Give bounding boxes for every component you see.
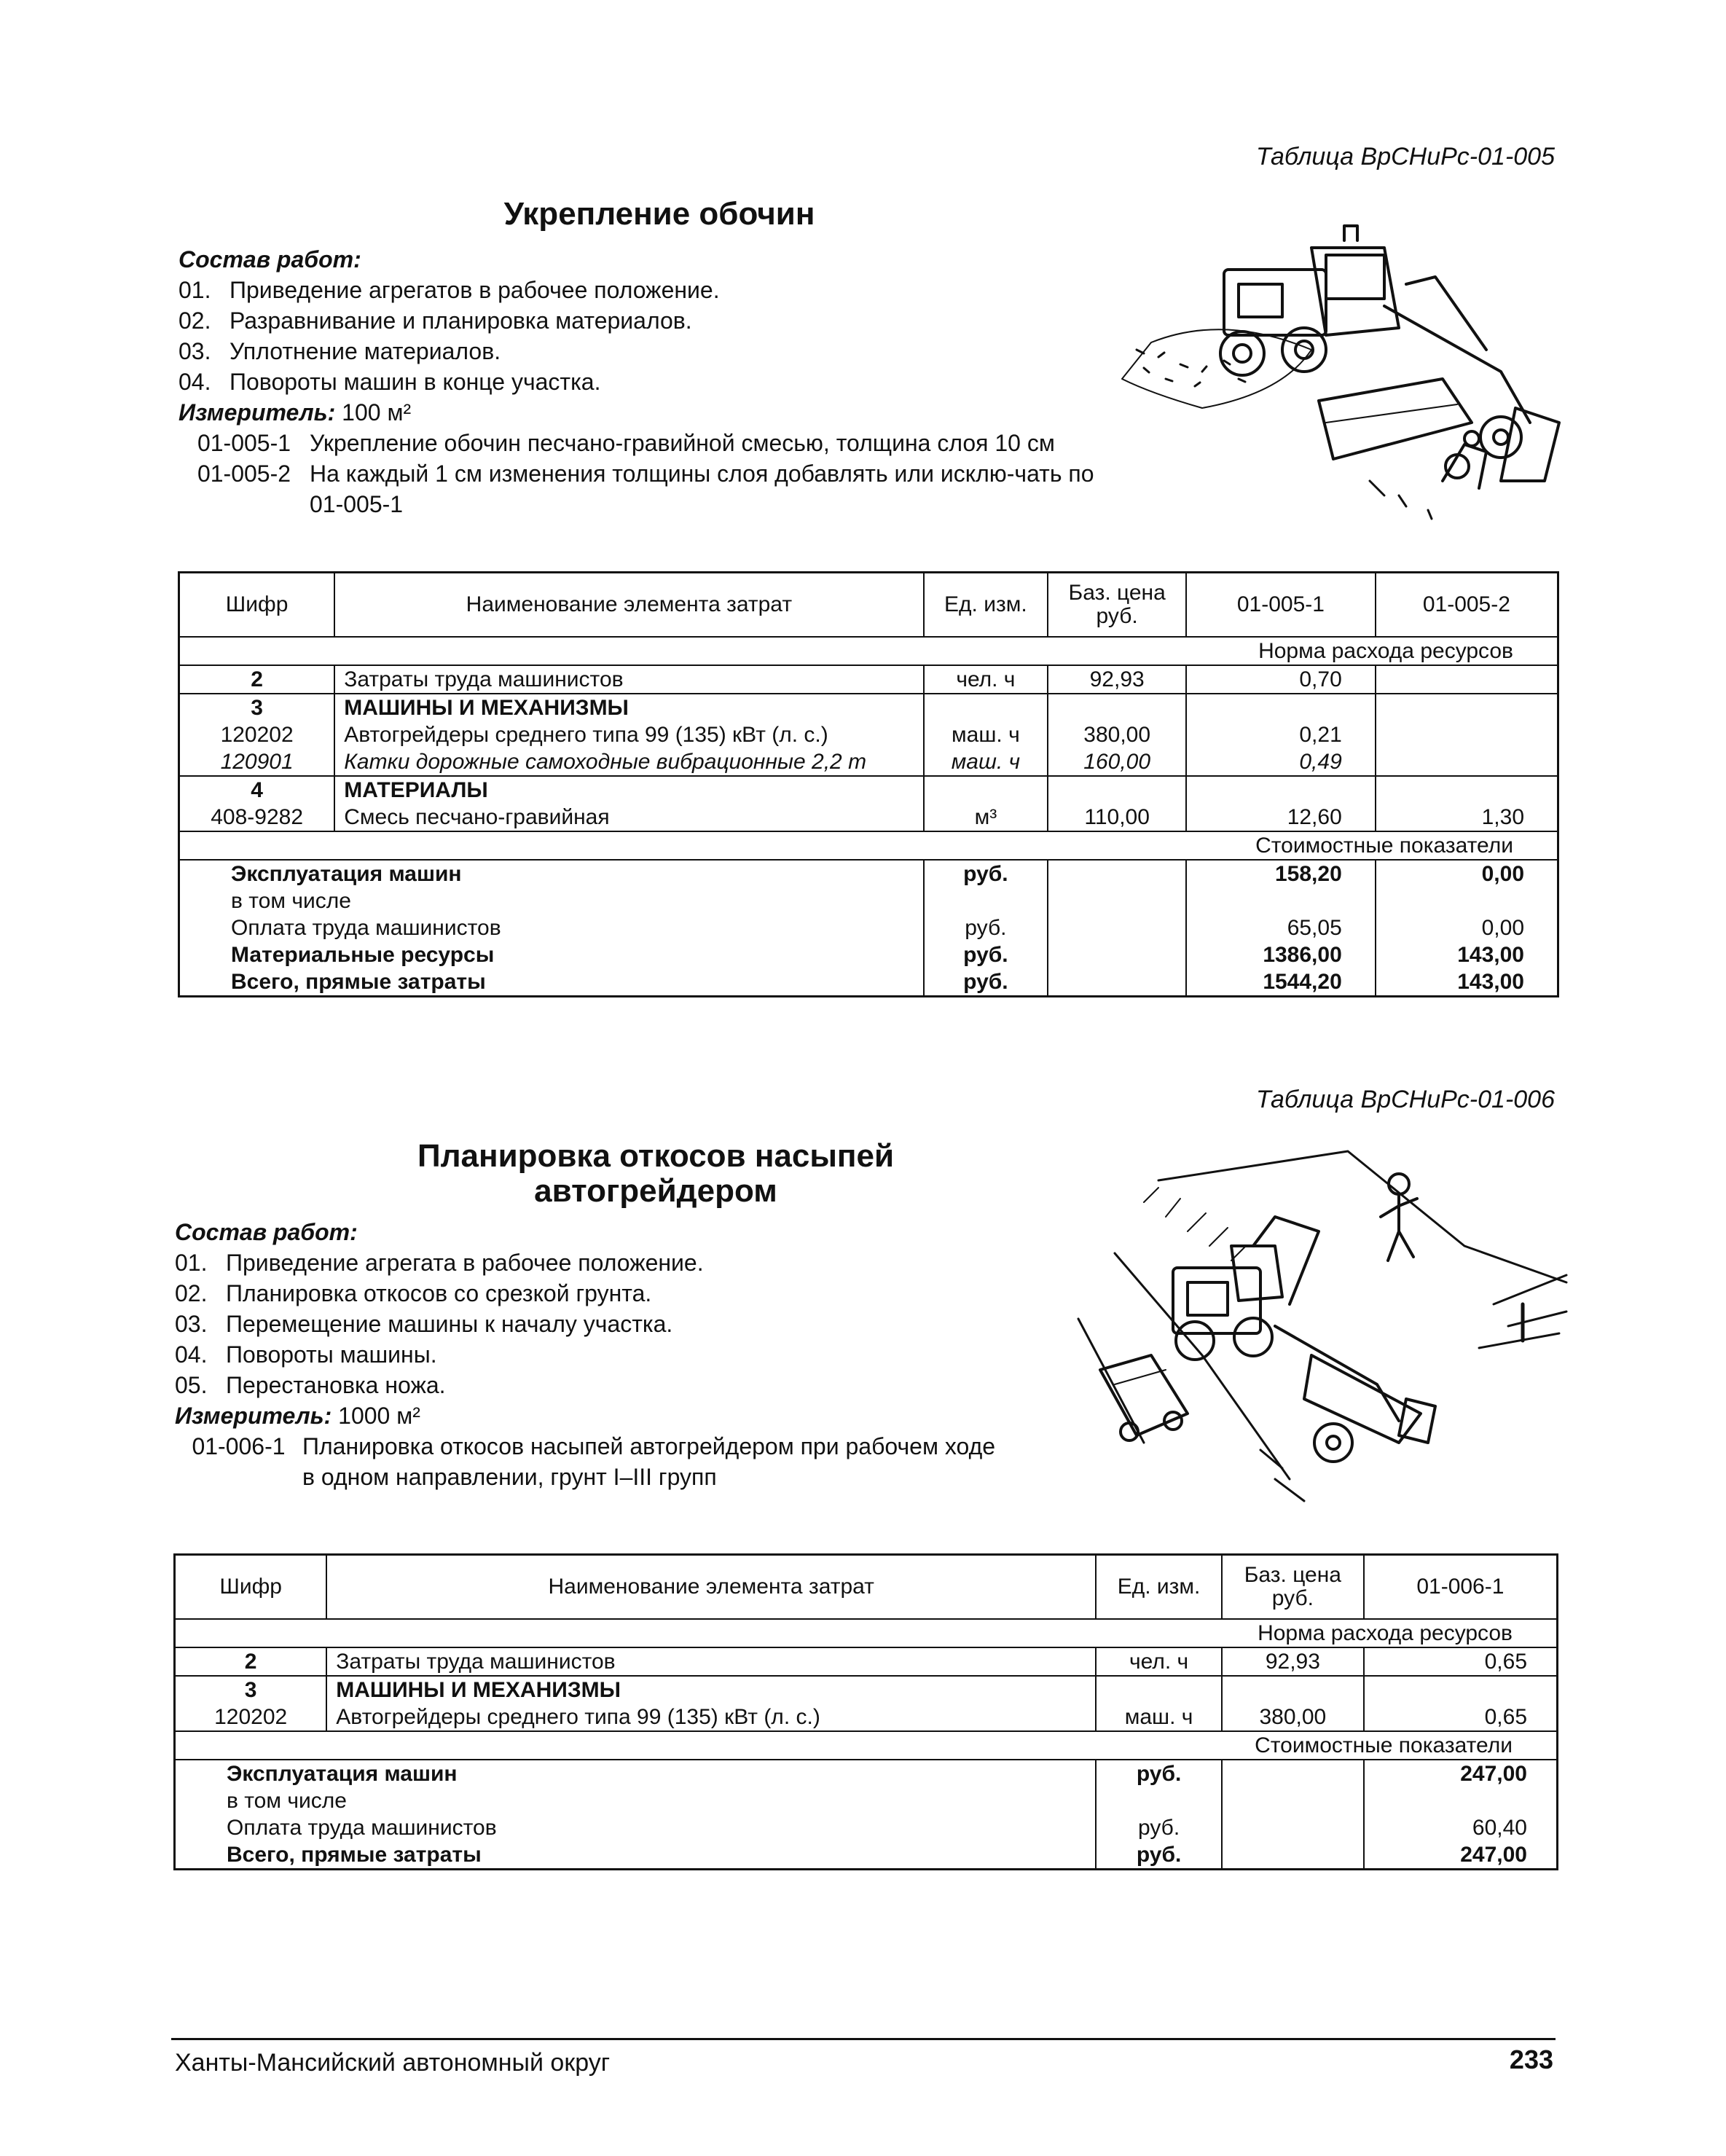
cost-row: Материальные ресурсы руб. 1386,00 143,00 bbox=[179, 941, 1558, 968]
code: 01-006-1 bbox=[192, 1433, 286, 1459]
table-row: 120202 Автогрейдеры среднего типа 99 (135) кВт (л. с.) маш. ч 380,00 0,65 bbox=[175, 1704, 1558, 1731]
header-cell: 01-005-2 bbox=[1376, 573, 1558, 638]
header-cell: Ед. изм. bbox=[1096, 1555, 1222, 1620]
table-header-row bbox=[175, 1555, 1558, 1620]
table-label-01-006: Таблица ВрСНиРс-01-006 bbox=[1255, 1086, 1555, 1113]
title-line: Планировка откосов насыпей bbox=[417, 1138, 895, 1174]
table-row: 120202 Автогрейдеры среднего типа 99 (135) кВт (л. с.) маш. ч 380,00 0,21 bbox=[179, 721, 1558, 748]
cost-row: Оплата труда машинистов руб. 65,05 0,00 bbox=[179, 914, 1558, 941]
code: 01-005-2 bbox=[197, 460, 291, 487]
cost-row: в том числе bbox=[179, 887, 1558, 914]
cost-row: Эксплуатация машин руб. 247,00 bbox=[175, 1760, 1558, 1787]
table-row: 408-9282 Смесь песчано-гравийная м³ 110,00 12,60 1,30 bbox=[179, 804, 1558, 831]
table-row: 2 Затраты труда машинистов чел. ч 92,93 0,70 bbox=[179, 665, 1558, 694]
cost-row: Всего, прямые затраты руб. 247,00 bbox=[175, 1841, 1558, 1870]
header-cell: Баз. цена руб. bbox=[1222, 1555, 1364, 1620]
table-row: 4 МАТЕРИАЛЫ bbox=[179, 776, 1558, 804]
work-item: 01. Приведение агрегата в рабочее положение. bbox=[175, 1250, 704, 1276]
table-row: 3 МАШИНЫ И МЕХАНИЗМЫ bbox=[179, 694, 1558, 721]
code-row bbox=[175, 1431, 1056, 1492]
norm-header-row bbox=[175, 1619, 1558, 1647]
page-number: 233 bbox=[1509, 2045, 1553, 2074]
header-cell: 01-006-1 bbox=[1364, 1555, 1558, 1620]
work-list-01-006 bbox=[175, 1217, 704, 1431]
work-heading: Состав работ: bbox=[175, 1219, 358, 1245]
section-title-01-005: Укрепление обочин bbox=[503, 196, 815, 232]
cost-row: в том числе bbox=[175, 1787, 1558, 1814]
footer-rule bbox=[171, 2038, 1556, 2040]
work-item: 02. Планировка откосов со срезкой грунта. bbox=[175, 1280, 652, 1306]
norm-header: Норма расхода ресурсов bbox=[175, 1619, 1558, 1647]
work-item: 01. Приведение агрегатов в рабочее положение. bbox=[179, 277, 720, 303]
cost-row: Оплата труда машинистов руб. 60,40 bbox=[175, 1814, 1558, 1841]
norm-header-row bbox=[179, 637, 1558, 665]
code-row bbox=[179, 458, 1133, 520]
meter: Измеритель: 100 м² bbox=[179, 399, 412, 426]
header-cell: 01-005-1 bbox=[1186, 573, 1376, 638]
code: 01-005-1 bbox=[197, 430, 291, 456]
code-description: Укрепление обочин песчано-гравийной смесью, толщина слоя 10 см bbox=[310, 430, 1055, 456]
footer-region: Ханты-Мансийский автономный округ bbox=[175, 2049, 611, 2077]
work-list-01-005 bbox=[179, 244, 720, 428]
motor-grader-illustration bbox=[1093, 204, 1588, 539]
cost-header-row bbox=[179, 831, 1558, 860]
work-item: 04. Повороты машин в конце участка. bbox=[179, 369, 601, 395]
work-heading: Состав работ: bbox=[179, 246, 361, 273]
table-header-row bbox=[179, 573, 1558, 638]
resource-table-01-006 bbox=[173, 1553, 1558, 1870]
code-list-01-006 bbox=[175, 1431, 1056, 1492]
cost-row: Всего, прямые затраты руб. 1544,20 143,00 bbox=[179, 968, 1558, 997]
header-cell: Шифр bbox=[175, 1555, 327, 1620]
resource-table-01-005 bbox=[178, 571, 1559, 997]
cost-header: Стоимостные показатели bbox=[175, 1731, 1558, 1760]
code-description: На каждый 1 см изменения толщины слоя добавлять или исклю-чать по 01-005-1 bbox=[310, 460, 1094, 517]
work-item: 02. Разравнивание и планировка материалов. bbox=[179, 307, 692, 334]
header-cell: Наименование элемента затрат bbox=[326, 1555, 1096, 1620]
work-item: 04. Повороты машины. bbox=[175, 1341, 437, 1368]
code-row bbox=[179, 428, 1133, 458]
meter: Измеритель: 1000 м² bbox=[175, 1403, 420, 1429]
title-line: автогрейдером bbox=[534, 1172, 777, 1209]
norm-header: Норма расхода ресурсов bbox=[179, 637, 1558, 665]
cost-header-row bbox=[175, 1731, 1558, 1760]
table-label-01-005: Таблица ВрСНиРс-01-005 bbox=[1255, 143, 1555, 170]
header-cell: Баз. цена руб. bbox=[1048, 573, 1186, 638]
work-item: 03. Перемещение машины к началу участка. bbox=[175, 1311, 673, 1337]
work-item: 03. Уплотнение материалов. bbox=[179, 338, 501, 364]
code-description: Планировка откосов насыпей автогрейдером при рабочем ходе в одном направлении, грунт I–III групп bbox=[302, 1433, 996, 1490]
table-row: 120901 Катки дорожные самоходные вибрационные 2,2 т маш. ч 160,00 0,49 bbox=[179, 748, 1558, 776]
header-cell: Шифр bbox=[179, 573, 335, 638]
slope-grader-illustration bbox=[1056, 1137, 1581, 1516]
header-cell: Наименование элемента затрат bbox=[334, 573, 923, 638]
cost-header: Стоимостные показатели bbox=[179, 831, 1558, 860]
code-list-01-005 bbox=[179, 428, 1133, 520]
section-title-01-006 bbox=[328, 1139, 984, 1208]
table-row: 2 Затраты труда машинистов чел. ч 92,93 0,65 bbox=[175, 1647, 1558, 1676]
header-cell: Ед. изм. bbox=[924, 573, 1048, 638]
work-item: 05. Перестановка ножа. bbox=[175, 1372, 446, 1398]
table-row: 3 МАШИНЫ И МЕХАНИЗМЫ bbox=[175, 1676, 1558, 1704]
cost-row: Эксплуатация машин руб. 158,20 0,00 bbox=[179, 860, 1558, 887]
